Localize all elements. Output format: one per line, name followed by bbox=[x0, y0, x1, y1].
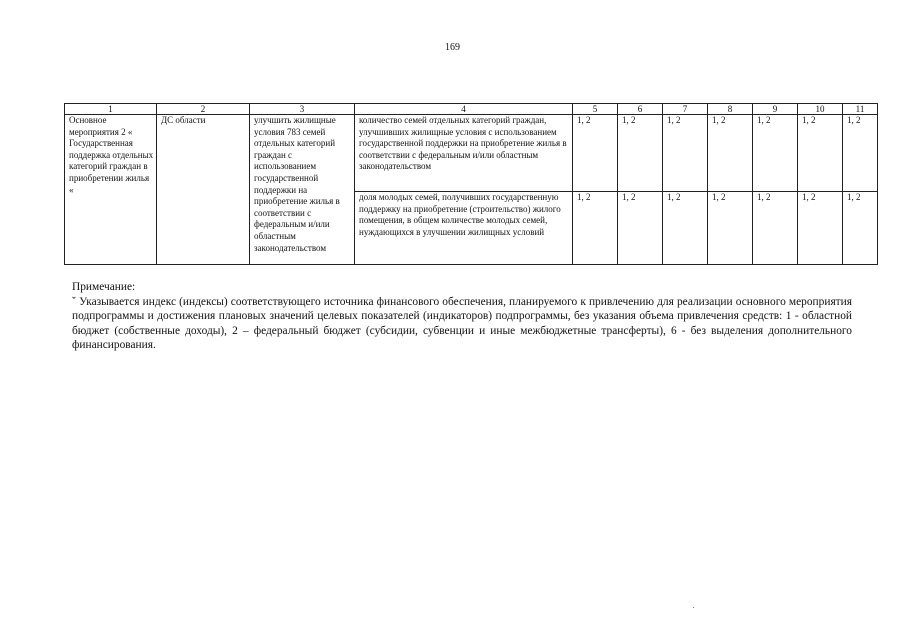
column-header: 6 bbox=[618, 104, 663, 115]
scan-speck bbox=[693, 607, 694, 608]
indicator-cell: количество семей отдельных категорий граждан, улучшивших жилищные условия с использованием государственной поддержки на приобретение жилья в соответствии с федеральным и/или областным законодательством bbox=[355, 115, 573, 192]
value-cell: 1, 2 bbox=[618, 115, 663, 192]
value-cell: 1, 2 bbox=[798, 192, 843, 265]
value-cell: 1, 2 bbox=[798, 115, 843, 192]
program-table bbox=[64, 103, 878, 265]
indicator-cell: доля молодых семей, получивших государственную поддержку на приобретение (строительство) жилого помещения, в общем количестве молодых семей, нуждающихся в улучшении жилищных условий bbox=[355, 192, 573, 265]
column-header: 3 bbox=[250, 104, 355, 115]
event-cell: Основное мероприятия 2 « Государственная поддержка отдельных категорий граждан в приобретении жилья « bbox=[65, 115, 157, 265]
column-header: 1 bbox=[65, 104, 157, 115]
value-cell: 1, 2 bbox=[663, 115, 708, 192]
responsible-cell: ДС области bbox=[157, 115, 250, 265]
footnote bbox=[72, 280, 852, 353]
value-cell: 1, 2 bbox=[663, 192, 708, 265]
value-cell: 1, 2 bbox=[843, 115, 878, 192]
table-row bbox=[65, 115, 878, 192]
value-cell: 1, 2 bbox=[753, 192, 798, 265]
column-header: 4 bbox=[355, 104, 573, 115]
column-header: 7 bbox=[663, 104, 708, 115]
note-title: Примечание: bbox=[72, 281, 136, 293]
column-header: 11 bbox=[843, 104, 878, 115]
value-cell: 1, 2 bbox=[753, 115, 798, 192]
column-header: 10 bbox=[798, 104, 843, 115]
value-cell: 1, 2 bbox=[708, 192, 753, 265]
value-cell: 1, 2 bbox=[708, 115, 753, 192]
column-header: 5 bbox=[573, 104, 618, 115]
value-cell: 1, 2 bbox=[573, 115, 618, 192]
value-cell: 1, 2 bbox=[573, 192, 618, 265]
page-number: 169 bbox=[445, 42, 460, 53]
value-cell: 1, 2 bbox=[843, 192, 878, 265]
column-header: 9 bbox=[753, 104, 798, 115]
note-text: ˇ Указывается индекс (индексы) соответствующего источника финансового обеспечения, планируемого к привлечению для реализации основного мероприятия подпрограммы и достижения плановых значений целевых показателей (индикаторов) подпрограммы, без указания объема привлечения средств: 1 - областной бюджет (собственные доходы), 2 – федеральный бюджет (субсидии, субвенции и иные межбюджетные трансферты), 6 - без выделения дополнительного финансирования. bbox=[72, 295, 852, 351]
column-header: 2 bbox=[157, 104, 250, 115]
goal-cell: улучшить жилищные условия 783 семей отдельных категорий граждан с использованием государственной поддержки на приобретение жилья в соответствии с федеральным и/или областным законодательством bbox=[250, 115, 355, 265]
column-header: 8 bbox=[708, 104, 753, 115]
value-cell: 1, 2 bbox=[618, 192, 663, 265]
header-row bbox=[65, 104, 878, 115]
